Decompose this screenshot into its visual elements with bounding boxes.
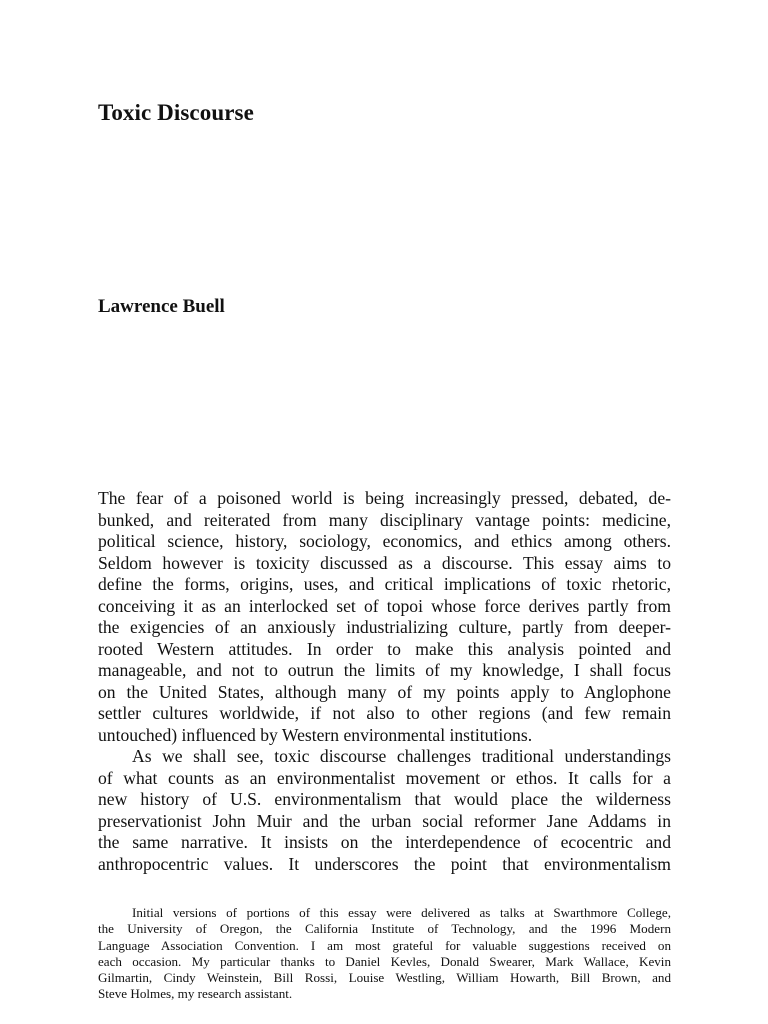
- body-line: on the United States, although many of my points apply to Anglophone: [98, 681, 671, 702]
- body-line: The fear of a poisoned world is being increasingly pressed, debated, de-: [98, 488, 671, 508]
- body-line: define the forms, origins, uses, and critical implications of toxic rhetoric,: [98, 574, 671, 594]
- body-line: conceiving it as an interlocked set of topoi whose force derives partly from: [98, 595, 671, 616]
- body-text: [98, 488, 671, 875]
- body-line: manageable, and not to outrun the limits of my knowledge, I shall focus: [98, 660, 671, 680]
- body-line: the exigencies of an anxiously industrializing culture, partly from deeper-: [98, 617, 671, 637]
- footnote-line: Language Association Convention. I am most grateful for valuable suggestions received on: [98, 937, 671, 953]
- body-line: untouched) influenced by Western environmental institutions.: [98, 724, 533, 745]
- body-line: rooted Western attitudes. In order to make this analysis pointed and: [98, 638, 671, 659]
- footnote-line: Gilmartin, Cindy Weinstein, Bill Rossi, Louise Westling, William Howarth, Bill Brown, and: [98, 970, 671, 986]
- body-line: settler cultures worldwide, if not also to other regions (and few remain: [98, 703, 671, 723]
- body-line: bunked, and reiterated from many disciplinary vantage points: medicine,: [98, 509, 671, 530]
- body-line: preservationist John Muir and the urban social reformer Jane Addams in: [98, 810, 671, 831]
- body-line: political science, history, sociology, economics, and ethics among others.: [98, 531, 671, 551]
- body-line: new history of U.S. environmentalism that would place the wilderness: [98, 789, 671, 809]
- body-line: anthropocentric values. It underscores the point that environmentalism: [98, 853, 671, 874]
- article-author: Lawrence Buell: [98, 296, 225, 317]
- body-line: Seldom however is toxicity discussed as a discourse. This essay aims to: [98, 552, 671, 573]
- footnote-line: Initial versions of portions of this essay were delivered as talks at Swarthmore College,: [132, 905, 671, 920]
- body-line: As we shall see, toxic discourse challenges traditional understandings: [132, 746, 671, 766]
- footnote-line: the University of Oregon, the California Institute of Technology, and the 1996 Modern: [98, 921, 671, 937]
- footnote-line: Steve Holmes, my research assistant.: [98, 986, 293, 1002]
- body-line: of what counts as an environmentalist movement or ethos. It calls for a: [98, 767, 671, 788]
- footnote-line: each occasion. My particular thanks to Daniel Kevles, Donald Swearer, Mark Wallace, Kevin: [98, 953, 671, 969]
- body-line: the same narrative. It insists on the interdependence of ecocentric and: [98, 832, 671, 852]
- footnote: [98, 905, 671, 1003]
- article-title: Toxic Discourse: [98, 100, 254, 125]
